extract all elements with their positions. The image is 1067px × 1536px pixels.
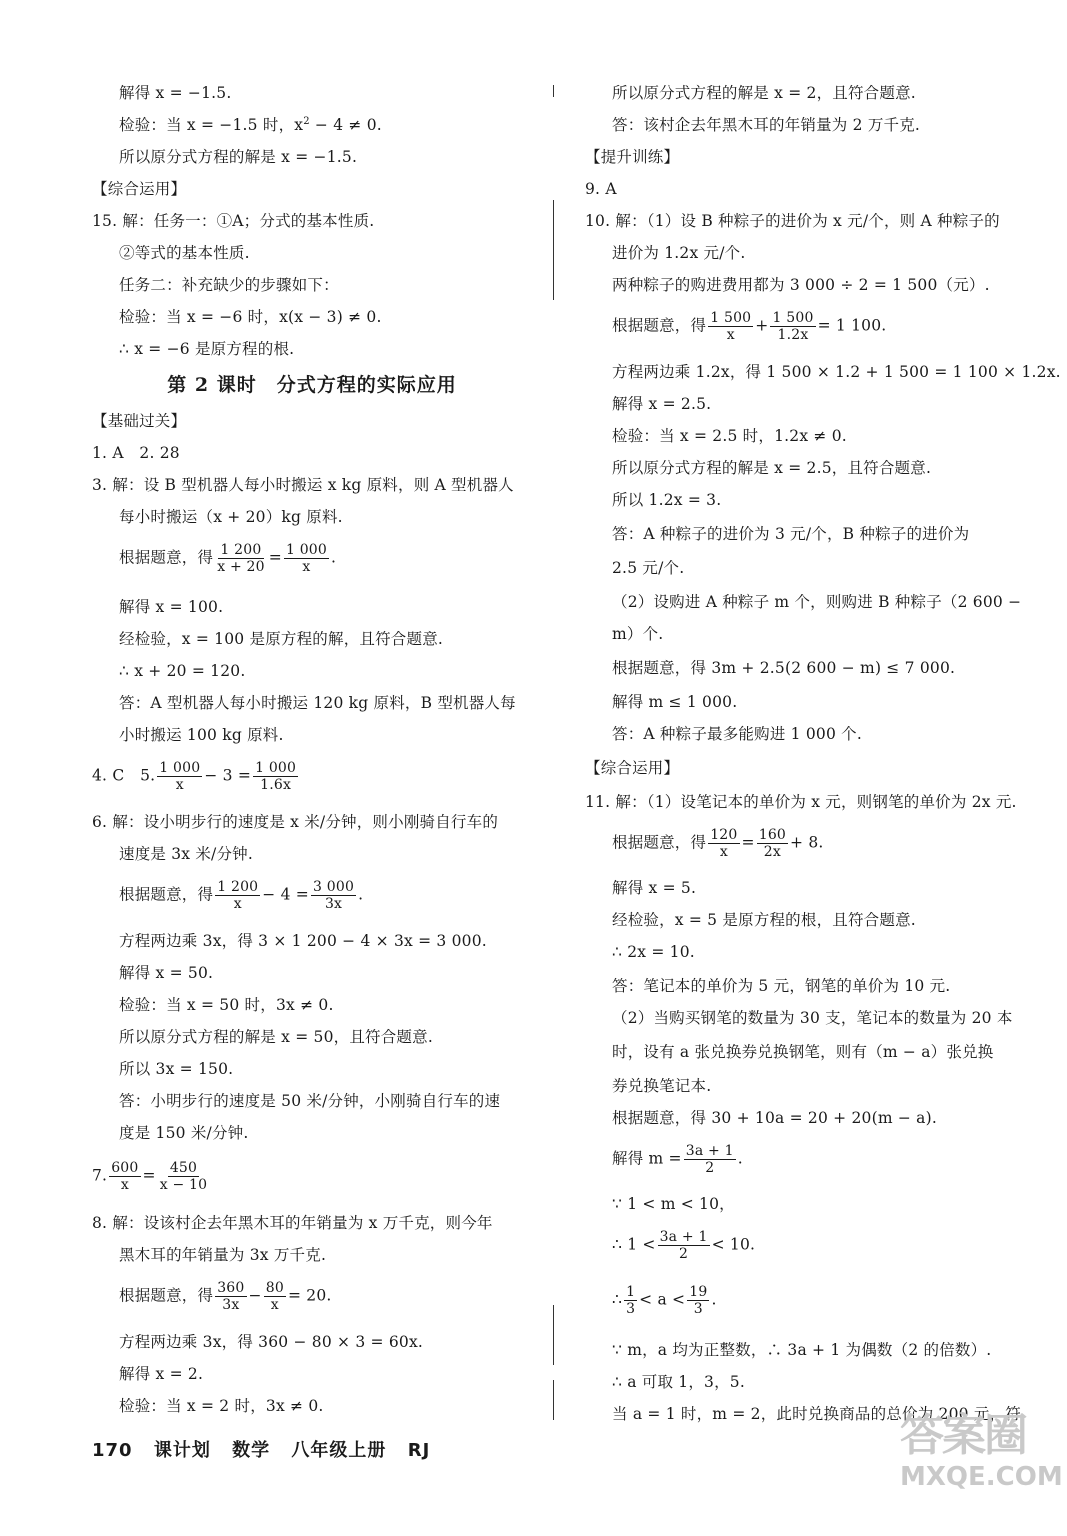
text-line: ∵ 1 < m < 10， xyxy=(612,1195,735,1213)
section-heading: 【提升训练】 xyxy=(585,148,680,166)
text-line: 检验：当 x = 2 时，3x ≠ 0. xyxy=(119,1397,324,1415)
text-line: 解得 m ≤ 1 000. xyxy=(612,693,738,711)
text-line: 答：笔记本的单价为 5 元，钢笔的单价为 10 元. xyxy=(612,977,951,995)
text-line: 时，设有 a 张兑换券兑换钢笔，则有（m − a）张兑换 xyxy=(612,1043,994,1061)
text-line: 经检验，x = 100 是原方程的解，且符合题意. xyxy=(119,630,444,648)
equation-line: 根据题意，得 $\frac{1 200}{x + 20}$ = $\frac{1 000}{x}$ . xyxy=(119,542,337,575)
text-line: 每小时搬运（x + 20）kg 原料. xyxy=(119,508,343,526)
subject: 数学 xyxy=(232,1440,271,1461)
fraction: $\frac{360}{3x}$ xyxy=(217,1280,245,1313)
fraction: $\frac{19}{3}$ xyxy=(689,1284,708,1317)
text-line: 答：小明步行的速度是 50 米/分钟，小刚骑自行车的速 xyxy=(119,1092,501,1110)
text-line: 根据题意，得 30 + 10a = 20 + 20(m − a). xyxy=(612,1109,937,1127)
text-line: 进价为 1.2x 元/个. xyxy=(612,244,746,262)
text-line: （2）当购买钢笔的数量为 30 支，笔记本的数量为 20 本 xyxy=(612,1009,1013,1027)
equation-line: 4. C 5. $\frac{1 000}{x}$ − 3 = $\frac{1 000}{1.6x}$ xyxy=(92,760,297,793)
edition: RJ xyxy=(407,1440,431,1461)
text-line: 方程两边乘 3x，得 360 − 80 × 3 = 60x. xyxy=(119,1333,424,1351)
text-line: 解得 x = 5. xyxy=(612,879,697,897)
text-line: 9. A xyxy=(585,180,617,198)
fraction: $\frac{3 000}{3x}$ xyxy=(313,879,355,912)
text-line: 所以原分式方程的解是 x = 2.5，且符合题意. xyxy=(612,459,932,477)
text-line: 经检验，x = 5 是原方程的根，且符合题意. xyxy=(612,911,916,929)
column-divider xyxy=(553,1380,554,1420)
text-line: 答：A 种粽子的进价为 3 元/个，B 种粽子的进价为 xyxy=(612,525,970,543)
fraction: $\frac{1}{3}$ xyxy=(626,1284,636,1317)
text-line: 8. 解：设该村企去年黑木耳的年销量为 x 万千克，则今年 xyxy=(92,1214,493,1232)
text-line: 方程两边乘 3x，得 3 × 1 200 − 4 × 3x = 3 000. xyxy=(119,932,487,950)
lesson-title: 第 2 课时 分式方程的实际应用 xyxy=(167,374,457,396)
text-line: 度是 150 米/分钟. xyxy=(119,1124,249,1142)
text-line: ②等式的基本性质. xyxy=(119,244,250,262)
section-heading: 【基础过关】 xyxy=(92,412,187,430)
text-line: ∵ m，a 均为正整数，∴ 3a + 1 为偶数（2 的倍数）. xyxy=(612,1341,992,1359)
equation-line: 根据题意，得 $\frac{360}{3x}$ − $\frac{80}{x}$ = 20. xyxy=(119,1280,332,1313)
text-line: m）个. xyxy=(612,625,664,643)
text-line: 解得 x = −1.5. xyxy=(119,84,232,102)
text-line: 解得 x = 50. xyxy=(119,964,214,982)
equation-line: 7. $\frac{600}{x}$ = $\frac{450}{x - 10}$ xyxy=(92,1160,208,1193)
text-line: ∴ 2x = 10. xyxy=(612,943,695,961)
book-name: 课计划 xyxy=(153,1440,211,1461)
text-line: 检验：当 x = −1.5 时，$x^2 - 4 \ne 0$. xyxy=(119,115,382,134)
page-footer xyxy=(92,1436,444,1462)
page-number: 170 xyxy=(92,1440,133,1461)
fraction: $\frac{1 500}{x}$ xyxy=(710,310,752,343)
grade: 八年级上册 xyxy=(291,1440,387,1461)
equation-line: 根据题意，得 $\frac{1 500}{x}$ + $\frac{1 500}{1.2x}$ = 1 100. xyxy=(612,310,887,343)
equation-line: ∴ 1 < $\frac{3a + 1}{2}$ < 10. xyxy=(612,1229,756,1262)
text-line: 任务二：补充缺少的步骤如下： xyxy=(119,276,339,294)
text-line: 6. 解：设小明步行的速度是 x 米/分钟，则小刚骑自行车的 xyxy=(92,813,499,831)
text-line: 解得 x = 100. xyxy=(119,598,224,616)
fraction: $\frac{3a + 1}{2}$ xyxy=(685,1143,734,1176)
equation-line: 解得 m = $\frac{3a + 1}{2}$ . xyxy=(612,1143,743,1176)
text-line: （2）设购进 A 种粽子 m 个，则购进 B 种粽子（2 600 − xyxy=(612,593,1022,611)
fraction: $\frac{3a + 1}{2}$ xyxy=(659,1229,708,1262)
fraction: $\frac{1 200}{x + 20}$ xyxy=(217,542,265,575)
text-line: 所以原分式方程的解是 x = 2，且符合题意. xyxy=(612,84,916,102)
column-divider xyxy=(553,85,554,97)
text-line: ∴ x + 20 = 120. xyxy=(119,662,246,680)
text-line: 所以 3x = 150. xyxy=(119,1060,234,1078)
text-line: 答：A 种粽子最多能购进 1 000 个. xyxy=(612,725,862,743)
fraction: $\frac{1 000}{x}$ xyxy=(159,760,201,793)
text-line: 1. A 2. 28 xyxy=(92,444,180,462)
fraction: $\frac{450}{x - 10}$ xyxy=(159,1160,208,1193)
text-line: 检验：当 x = 2.5 时，1.2x ≠ 0. xyxy=(612,427,847,445)
text-line: 3. 解：设 B 型机器人每小时搬运 x kg 原料，则 A 型机器人 xyxy=(92,476,514,494)
text-line: 当 a = 1 时，m = 2，此时兑换商品的总价为 200 元，符 xyxy=(612,1405,1021,1423)
column-divider xyxy=(553,1305,554,1365)
text-line: 检验：当 x = 50 时，3x ≠ 0. xyxy=(119,996,334,1014)
text-line: 速度是 3x 米/分钟. xyxy=(119,845,254,863)
fraction: $\frac{1 200}{x}$ xyxy=(217,879,259,912)
fraction: $\frac{80}{x}$ xyxy=(265,1280,284,1313)
equation-line: 根据题意，得 $\frac{1 200}{x}$ − 4 = $\frac{3 000}{3x}$ . xyxy=(119,879,364,912)
section-heading: 【综合运用】 xyxy=(92,180,187,198)
watermark-url: MXQE.COM xyxy=(900,1462,1063,1492)
watermark-text: 答案圈 xyxy=(900,1410,1026,1461)
fraction: $\frac{1 500}{1.2x}$ xyxy=(772,310,814,343)
text-line: ∴ a 可取 1，3，5. xyxy=(612,1373,745,1391)
text-line: 2.5 元/个. xyxy=(612,559,685,577)
text-line: 小时搬运 100 kg 原料. xyxy=(119,726,284,744)
text-line: 黑木耳的年销量为 3x 万千克. xyxy=(119,1246,327,1264)
text-line: 检验：当 x = −6 时，x(x − 3) ≠ 0. xyxy=(119,308,382,326)
text-line: 两种粽子的购进费用都为 3 000 ÷ 2 = 1 500（元）. xyxy=(612,276,990,294)
text-line: 所以原分式方程的解是 x = 50，且符合题意. xyxy=(119,1028,433,1046)
text-line: 所以 1.2x = 3. xyxy=(612,491,722,509)
fraction: $\frac{600}{x}$ xyxy=(111,1160,139,1193)
text-line: 所以原分式方程的解是 x = −1.5. xyxy=(119,148,358,166)
fraction: $\frac{160}{2x}$ xyxy=(758,827,787,860)
equation-line: 根据题意，得 $\frac{120}{x}$ = $\frac{160}{2x}$ + 8. xyxy=(612,827,824,860)
text-line: 答：A 型机器人每小时搬运 120 kg 原料，B 型机器人每 xyxy=(119,694,516,712)
text-line: 券兑换笔记本. xyxy=(612,1077,712,1095)
text-line: ∴ x = −6 是原方程的根. xyxy=(119,340,295,358)
watermark-logo xyxy=(900,1410,1063,1530)
text-line: 15. 解：任务一：①A；分式的基本性质. xyxy=(92,212,375,230)
fraction: $\frac{1 000}{1.6x}$ xyxy=(255,760,297,793)
column-divider xyxy=(553,200,554,300)
text-line: 根据题意，得 3m + 2.5(2 600 − m) ≤ 7 000. xyxy=(612,659,956,677)
text-line: 答：该村企去年黑木耳的年销量为 2 万千克. xyxy=(612,116,921,134)
text-line: 解得 x = 2.5. xyxy=(612,395,712,413)
text-line: 方程两边乘 1.2x，得 1 500 × 1.2 + 1 500 = 1 100 × 1.2x. xyxy=(612,363,1061,381)
fraction: $\frac{120}{x}$ xyxy=(710,827,738,860)
equation-line: ∴ $\frac{1}{3}$ < a < $\frac{19}{3}$ . xyxy=(612,1284,717,1317)
fraction: $\frac{1 000}{x}$ xyxy=(285,542,328,575)
text-line: 解得 x = 2. xyxy=(119,1365,204,1383)
text-line: 11. 解：（1）设笔记本的单价为 x 元，则钢笔的单价为 2x 元. xyxy=(585,793,1017,811)
text-line: 10. 解：（1）设 B 种粽子的进价为 x 元/个，则 A 种粽子的 xyxy=(585,212,1000,230)
section-heading: 【综合运用】 xyxy=(585,759,680,777)
